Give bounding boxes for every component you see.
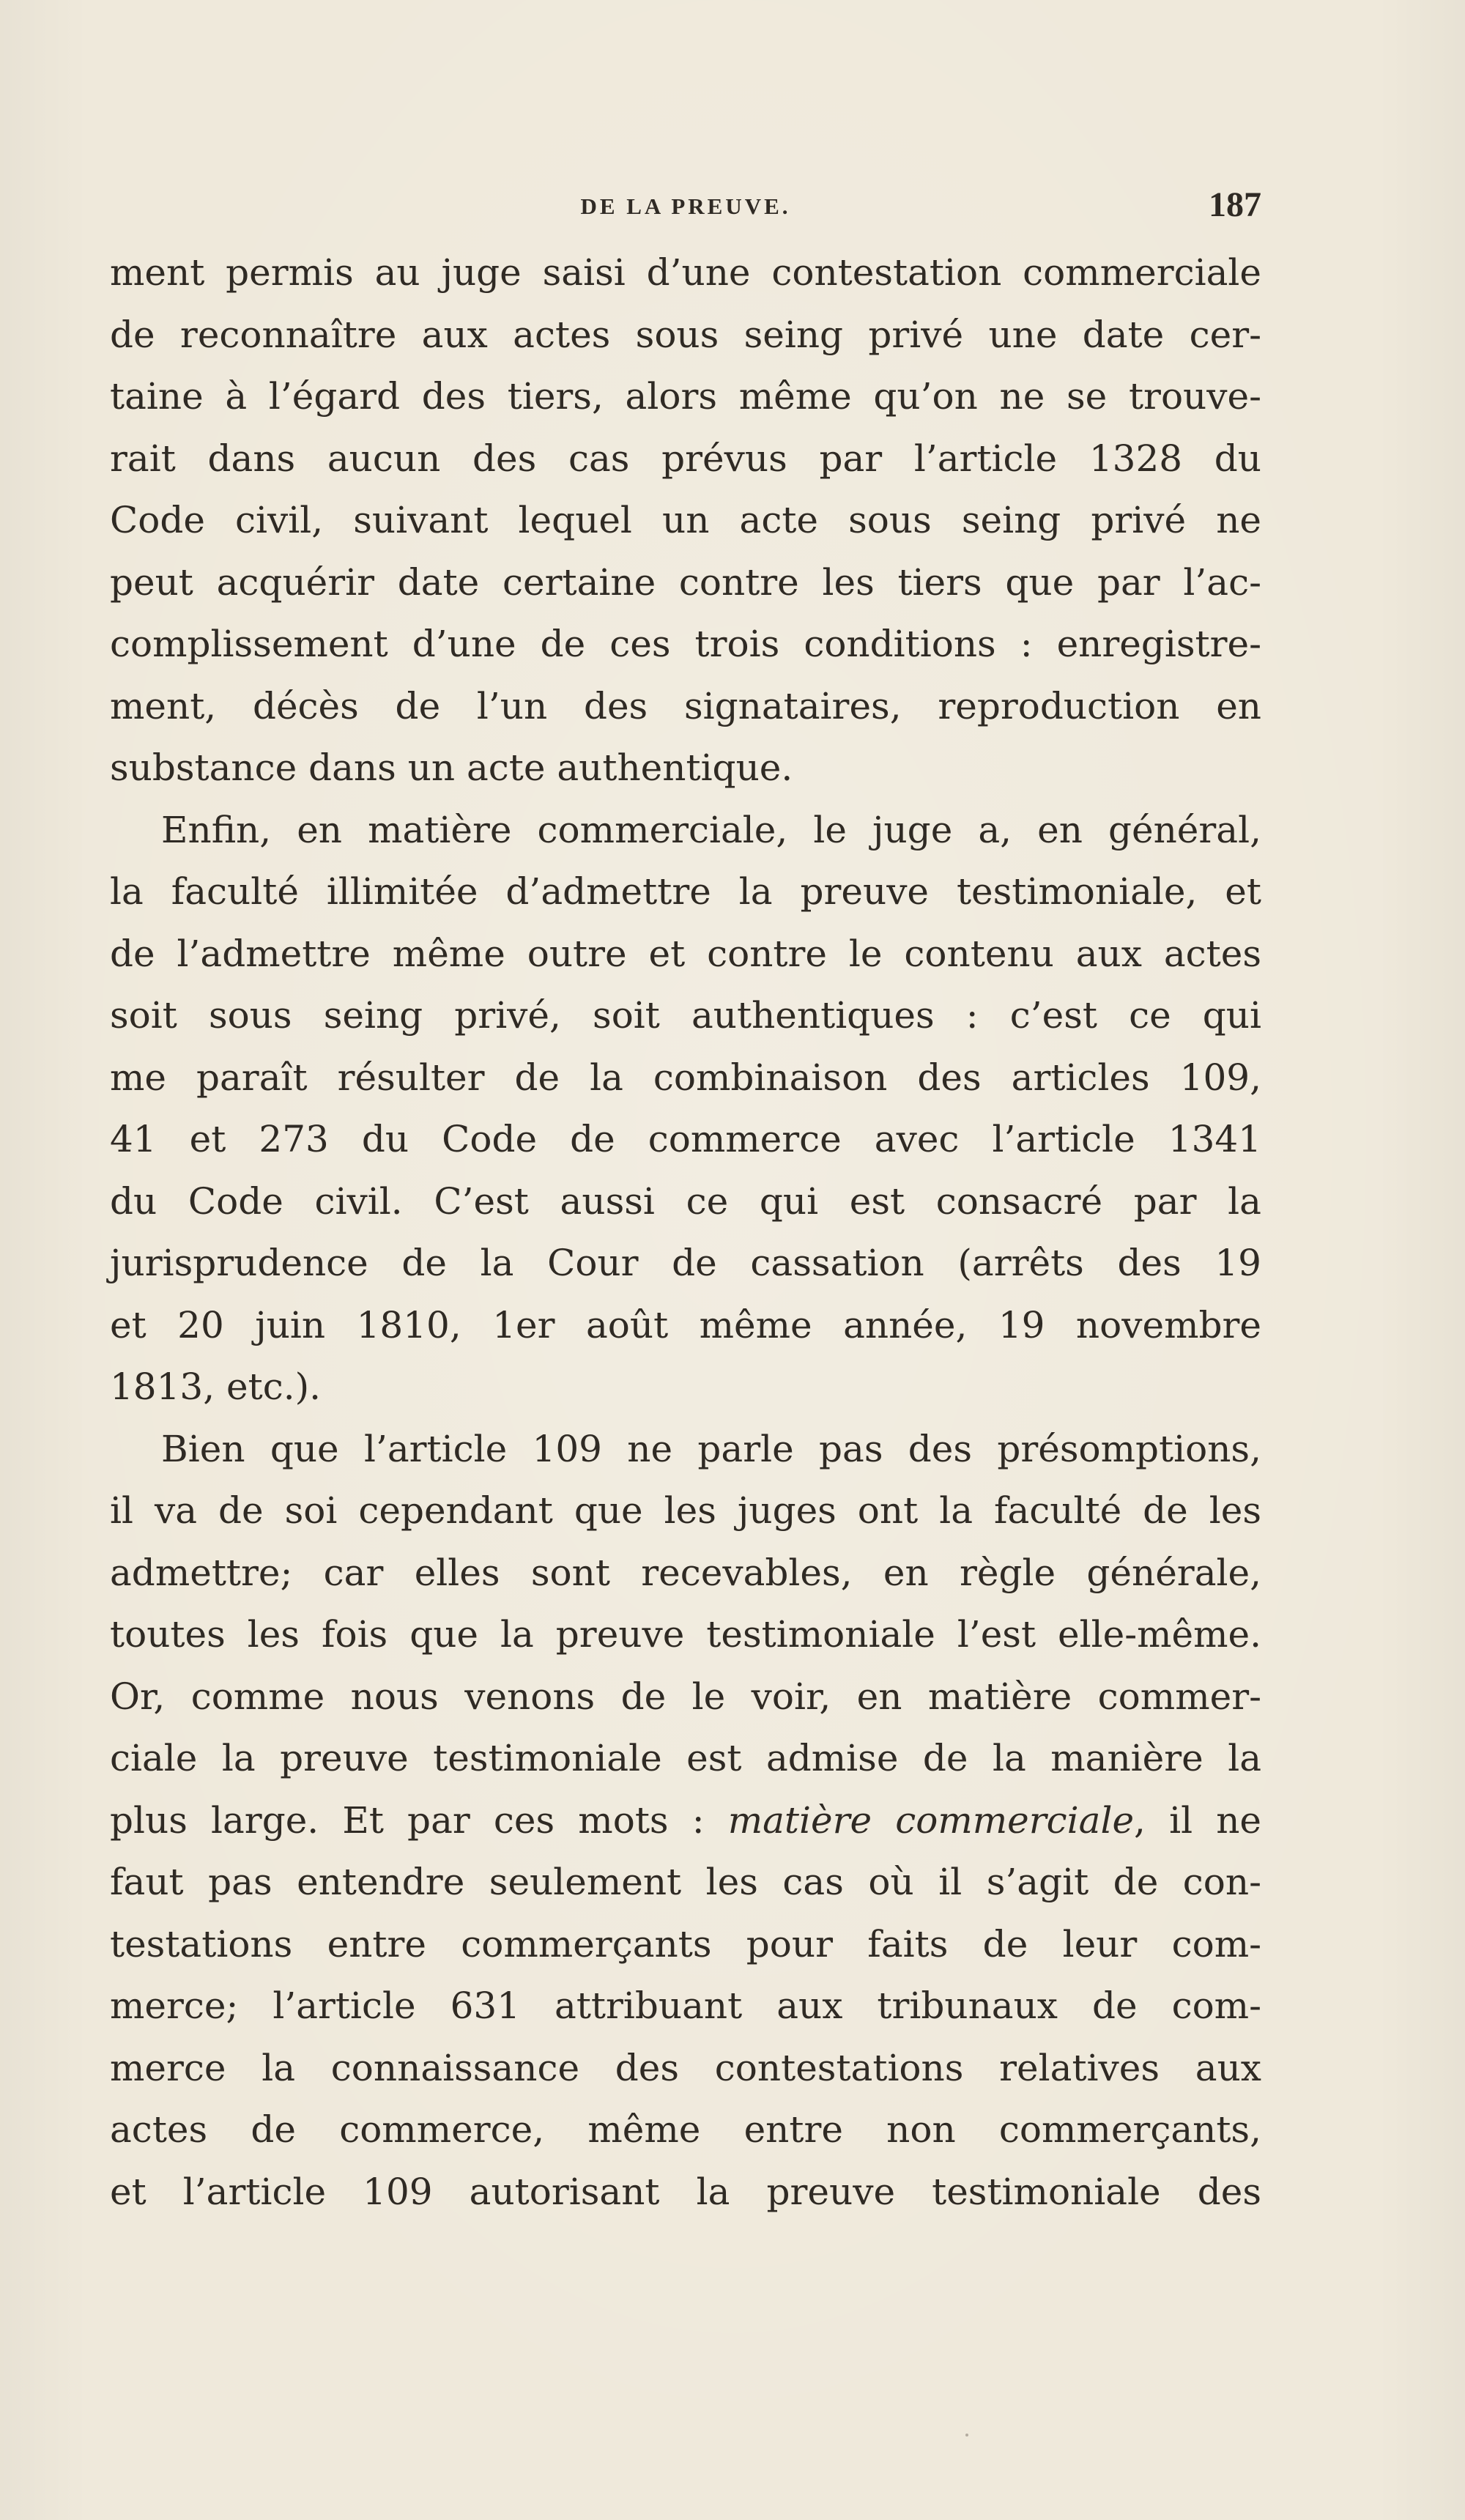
text-line: me paraît résulter de la combinaison des articles 109, [110, 1056, 1261, 1099]
text-line: ment permis au juge saisi d’une contestation commerciale [110, 251, 1261, 294]
text-line: du Code civil. C’est aussi ce qui est consacré par la [110, 1179, 1261, 1223]
text-line: Enfin, en matière commerciale, le juge a, en général, [161, 808, 1261, 851]
text-line: Code civil, suivant lequel un acte sous seing privé ne [110, 499, 1261, 541]
text-line [110, 1790, 1261, 1852]
text-line: ment, décès de l’un des signataires, reproduction en [110, 684, 1261, 727]
page-number: 187 [1209, 185, 1261, 224]
text-line: rait dans aucun des cas prévus par l’article 1328 du [110, 437, 1261, 480]
text-line: merce; l’article 631 attribuant aux tribunaux de com- [110, 1984, 1261, 2027]
text-line: actes de commerce, même entre non commerçants, [110, 2108, 1261, 2151]
text-line: taine à l’égard des tiers, alors même qu’on ne se trouve- [110, 375, 1261, 418]
text-line: 41 et 273 du Code de commerce avec l’article 1341 [110, 1118, 1261, 1160]
text-line: et 20 juin 1810, 1er août même année, 19 novembre [110, 1303, 1261, 1346]
text-fragment: , il ne [1134, 1798, 1261, 1842]
running-head [110, 185, 1261, 229]
text-line: et l’article 109 autorisant la preuve testimoniale des [110, 2170, 1261, 2213]
text-line: admettre; car elles sont recevables, en règle générale, [110, 1551, 1261, 1594]
text-line: merce la connaissance des contestations relatives aux [110, 2046, 1261, 2089]
text-line: ciale la preuve testimoniale est admise de la manière la [110, 1737, 1261, 1779]
text-line: substance dans un acte authentique. [110, 746, 793, 789]
text-line: testations entre commerçants pour faits de leur com- [110, 1922, 1261, 1965]
text-line: faut pas entendre seulement les cas où il s’agit de con- [110, 1861, 1261, 1903]
text-line: soit sous seing privé, soit authentiques : c’est ce qui [110, 994, 1261, 1037]
text-line: la faculté illimitée d’admettre la preuve testimoniale, et [110, 870, 1261, 913]
text-line: peut acquérir date certaine contre les tiers que par l’ac- [110, 560, 1261, 604]
body-text [110, 242, 1261, 2223]
text-line: Or, comme nous venons de le voir, en matière commer- [110, 1675, 1261, 1718]
text-line: de l’admettre même outre et contre le contenu aux actes [110, 932, 1261, 975]
text-line: toutes les fois que la preuve testimoniale l’est elle-même. [110, 1613, 1261, 1656]
running-head-title: DE LA PREUVE. [580, 193, 791, 219]
text-line: Bien que l’article 109 ne parle pas des présomptions, [161, 1427, 1261, 1470]
text-line: il va de soi cependant que les juges ont la faculté de les [110, 1489, 1261, 1532]
text-line: complissement d’une de ces trois conditions : enregistre- [110, 623, 1261, 665]
text-fragment: plus large. Et par ces mots : [110, 1798, 728, 1842]
text-line: 1813, etc.). [110, 1365, 322, 1408]
text-line: jurisprudence de la Cour de cassation (arrêts des 19 [110, 1242, 1261, 1284]
italic-phrase: matière commerciale [727, 1798, 1135, 1842]
text-line: de reconnaître aux actes sous seing privé une date cer- [110, 313, 1261, 356]
paper-speck [965, 2434, 968, 2436]
